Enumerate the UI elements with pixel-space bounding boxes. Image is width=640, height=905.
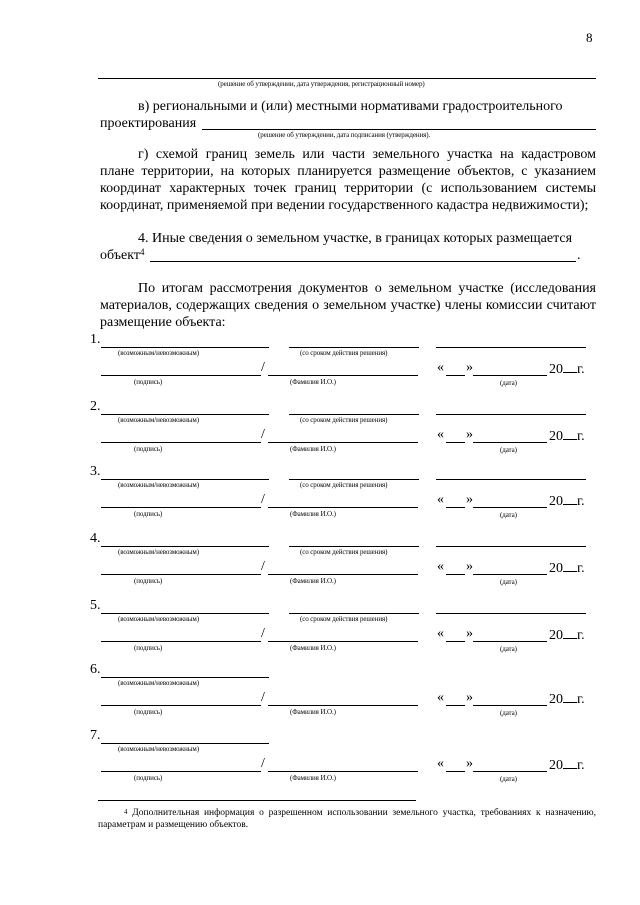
year-suffix: г. [577, 561, 585, 576]
signature-caption: (подпись) [134, 445, 163, 453]
name-field[interactable] [268, 574, 418, 575]
signature-field[interactable] [101, 641, 261, 642]
year-field[interactable] [563, 756, 577, 769]
para-4-period: . [577, 248, 581, 263]
name-caption: (Фамилия И.О.) [290, 378, 336, 386]
year-label [549, 626, 585, 644]
signature-caption: (подпись) [134, 644, 163, 652]
term-caption: (со сроком действия решения) [300, 349, 388, 357]
possible-field[interactable] [101, 743, 269, 744]
year-suffix: г. [577, 692, 585, 707]
year-prefix: 20 [549, 561, 563, 576]
date-close-quote: » [466, 626, 473, 641]
day-field[interactable] [446, 442, 465, 443]
date-open-quote: « [437, 427, 444, 442]
term-caption: (со сроком действия решения) [300, 416, 388, 424]
extra-field[interactable] [436, 479, 586, 480]
term-caption: (со сроком действия решения) [300, 481, 388, 489]
possible-field[interactable] [101, 613, 269, 614]
para-v-line1: в) региональными и (или) местными нормативами градостроительного [138, 99, 563, 114]
signature-caption: (подпись) [134, 774, 163, 782]
year-field[interactable] [563, 626, 577, 639]
day-field[interactable] [446, 705, 465, 706]
day-field[interactable] [446, 375, 465, 376]
year-label [549, 756, 585, 774]
member-number: 1. [90, 332, 101, 347]
decision-caption: (решение об утверждении, дата утверждения, регистрационный номер) [218, 80, 425, 88]
name-caption: (Фамилия И.О.) [290, 644, 336, 652]
day-field[interactable] [446, 507, 465, 508]
year-field[interactable] [563, 427, 577, 440]
year-field[interactable] [563, 690, 577, 703]
day-field[interactable] [446, 641, 465, 642]
possible-caption: (возможным/невозможным) [118, 679, 199, 687]
extra-field[interactable] [436, 546, 586, 547]
year-field[interactable] [563, 492, 577, 505]
year-prefix: 20 [549, 494, 563, 509]
month-field[interactable] [473, 705, 547, 706]
year-suffix: г. [577, 494, 585, 509]
date-close-quote: » [466, 492, 473, 507]
year-suffix: г. [577, 758, 585, 773]
name-caption: (Фамилия И.О.) [290, 708, 336, 716]
para-g: г) схемой границ земель или части земельного участка на кадастровом плане территории, на которых планируется размещение объектов, с указанием координат характерных точек границ территории (с использованием системы координат, применяемой при ведении государственного кадастра недвижимости); [100, 147, 596, 213]
member-number: 5. [90, 598, 101, 613]
signature-caption: (подпись) [134, 708, 163, 716]
signature-caption: (подпись) [134, 577, 163, 585]
term-field[interactable] [289, 347, 419, 348]
possible-field[interactable] [101, 414, 269, 415]
slash-separator: / [261, 427, 265, 442]
signature-caption: (подпись) [134, 378, 163, 386]
signature-field[interactable] [101, 375, 261, 376]
footnote-separator [98, 800, 416, 801]
para-4-footnote-mark: 4 [139, 247, 145, 257]
day-field[interactable] [446, 574, 465, 575]
year-label [549, 559, 585, 577]
date-open-quote: « [437, 626, 444, 641]
date-open-quote: « [437, 690, 444, 705]
date-caption: (дата) [500, 709, 517, 717]
possible-field[interactable] [101, 677, 269, 678]
member-number: 4. [90, 531, 101, 546]
date-open-quote: « [437, 492, 444, 507]
date-close-quote: » [466, 427, 473, 442]
slash-separator: / [261, 690, 265, 705]
month-field[interactable] [473, 507, 547, 508]
name-field[interactable] [268, 771, 418, 772]
month-field[interactable] [473, 574, 547, 575]
month-field[interactable] [473, 771, 547, 772]
name-field[interactable] [268, 705, 418, 706]
possible-field[interactable] [101, 347, 269, 348]
footnote-text: Дополнительная информация о разрешенном использовании земельного участка, требованиях к назначению, параметрам и размещению объектов. [98, 808, 596, 830]
year-prefix: 20 [549, 628, 563, 643]
slash-separator: / [261, 492, 265, 507]
year-prefix: 20 [549, 429, 563, 444]
date-open-quote: « [437, 559, 444, 574]
year-field[interactable] [563, 360, 577, 373]
name-field[interactable] [268, 641, 418, 642]
month-field[interactable] [473, 442, 547, 443]
slash-separator: / [261, 756, 265, 771]
name-caption: (Фамилия И.О.) [290, 774, 336, 782]
member-number: 6. [90, 662, 101, 677]
footnote [98, 807, 596, 831]
possible-caption: (возможным/невозможным) [118, 745, 199, 753]
date-caption: (дата) [500, 645, 517, 653]
name-field[interactable] [268, 375, 418, 376]
date-caption: (дата) [500, 379, 517, 387]
term-field[interactable] [289, 546, 419, 547]
para-result: По итогам рассмотрения документов о земельном участке (исследования материалов, содержащих сведения о земельном участке) члены комиссии считают размещение объекта: [100, 281, 596, 330]
signature-field[interactable] [101, 771, 261, 772]
date-close-quote: » [466, 559, 473, 574]
year-label [549, 360, 585, 378]
footnote-mark: 4 [124, 808, 128, 816]
extra-field[interactable] [436, 414, 586, 415]
member-number: 7. [90, 728, 101, 743]
name-field[interactable] [268, 507, 418, 508]
signature-caption: (подпись) [134, 510, 163, 518]
para-v-line2: проектирования [100, 116, 197, 131]
year-prefix: 20 [549, 692, 563, 707]
possible-caption: (возможным/невозможным) [118, 548, 199, 556]
possible-field[interactable] [101, 479, 269, 480]
possible-caption: (возможным/невозможным) [118, 481, 199, 489]
extra-field[interactable] [436, 347, 586, 348]
name-caption: (Фамилия И.О.) [290, 510, 336, 518]
slash-separator: / [261, 626, 265, 641]
term-caption: (со сроком действия решения) [300, 615, 388, 623]
date-caption: (дата) [500, 446, 517, 454]
date-open-quote: « [437, 360, 444, 375]
para-v-line [202, 129, 596, 130]
page-number: 8 [586, 30, 593, 45]
date-open-quote: « [437, 756, 444, 771]
member-number: 2. [90, 399, 101, 414]
year-suffix: г. [577, 429, 585, 444]
year-suffix: г. [577, 628, 585, 643]
year-prefix: 20 [549, 758, 563, 773]
date-caption: (дата) [500, 775, 517, 783]
possible-caption: (возможным/невозможным) [118, 349, 199, 357]
year-label [549, 690, 585, 708]
para-4-line1: 4. Иные сведения о земельном участке, в границах которых размещается [138, 231, 573, 246]
date-close-quote: » [466, 690, 473, 705]
para-4-object-word: объект [100, 248, 140, 263]
day-field[interactable] [446, 771, 465, 772]
month-field[interactable] [473, 375, 547, 376]
decision-line [98, 78, 596, 79]
slash-separator: / [261, 559, 265, 574]
year-prefix: 20 [549, 362, 563, 377]
year-suffix: г. [577, 362, 585, 377]
para-4-line [150, 261, 576, 262]
name-field[interactable] [268, 442, 418, 443]
slash-separator: / [261, 360, 265, 375]
signature-field[interactable] [101, 574, 261, 575]
date-caption: (дата) [500, 511, 517, 519]
date-close-quote: » [466, 360, 473, 375]
signature-field[interactable] [101, 507, 261, 508]
member-number: 3. [90, 464, 101, 479]
para-v-caption: (решение об утверждении, дата подписания (утверждения). [258, 131, 431, 139]
year-label [549, 492, 585, 510]
date-caption: (дата) [500, 578, 517, 586]
year-label [549, 427, 585, 445]
name-caption: (Фамилия И.О.) [290, 577, 336, 585]
possible-caption: (возможным/невозможным) [118, 615, 199, 623]
term-field[interactable] [289, 479, 419, 480]
possible-caption: (возможным/невозможным) [118, 416, 199, 424]
extra-field[interactable] [436, 613, 586, 614]
date-close-quote: » [466, 756, 473, 771]
signature-field[interactable] [101, 705, 261, 706]
term-field[interactable] [289, 414, 419, 415]
possible-field[interactable] [101, 546, 269, 547]
term-caption: (со сроком действия решения) [300, 548, 388, 556]
name-caption: (Фамилия И.О.) [290, 445, 336, 453]
signature-field[interactable] [101, 442, 261, 443]
term-field[interactable] [289, 613, 419, 614]
year-field[interactable] [563, 559, 577, 572]
month-field[interactable] [473, 641, 547, 642]
